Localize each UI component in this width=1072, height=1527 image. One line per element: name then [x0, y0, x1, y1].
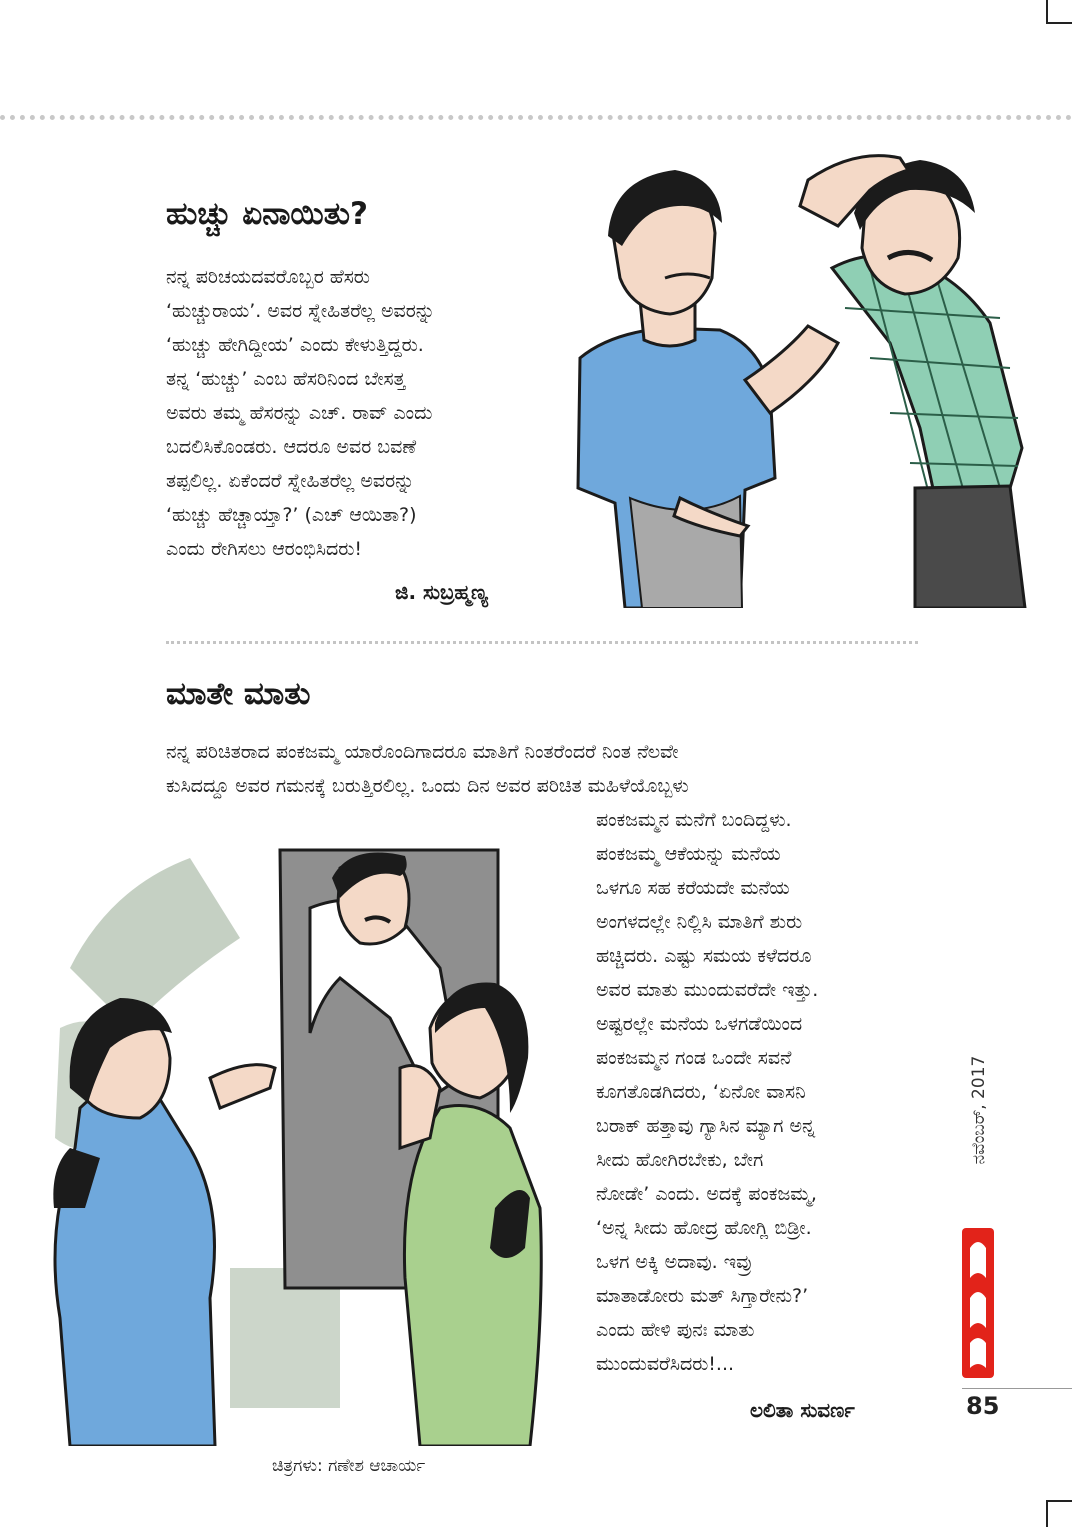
story1-line: ತನ್ನ ‘ಹುಚ್ಚು’ ಎಂಬ ಹೆಸರಿನಿಂದ ಬೇಸತ್ತ: [166, 368, 406, 390]
two-men-illustration: [570, 118, 1040, 608]
story2-line: ‘ಅನ್ನ ಸೀದು ಹೋದ್ರ ಹೋಗ್ಲಿ ಬಿಡ್ರೀ.: [596, 1217, 812, 1239]
story2-line: ಅಂಗಳದಲ್ಲೇ ನಿಲ್ಲಿಸಿ ಮಾತಿಗೆ ಶುರು: [596, 911, 803, 933]
story1-line: ನನ್ನ ಪರಿಚಯದವರೊಬ್ಬರ ಹೆಸರು: [166, 266, 370, 288]
story2-line: ಎಂದು ಹೇಳಿ ಪುನಃ ಮಾತು: [596, 1319, 755, 1341]
story2-line: ಕುಸಿದದ್ದೂ ಅವರ ಗಮನಕ್ಕೆ ಬರುತ್ತಿರಲಿಲ್ಲ. ಒಂದು ದಿನ ಅವರ ಪರಿಚಿತ ಮಹಿಳೆಯೊಬ್ಬಳು: [166, 775, 689, 797]
story1-author: ಜಿ. ಸುಬ್ರಹ್ಮಣ್ಯ: [395, 580, 488, 604]
story2-line: ಪಂಕಜಮ್ಮನ ಮನೆಗೆ ಬಂದಿದ್ದಳು.: [596, 809, 792, 831]
crop-mark-top-right: [1046, 0, 1072, 24]
story2-title: ಮಾತೇ ಮಾತು: [166, 676, 311, 712]
story1-line: ‘ಹುಚ್ಚು ಹೇಗಿದ್ದೀಯ’ ಎಂದು ಕೇಳುತ್ತಿದ್ದರು.: [166, 334, 424, 356]
story1-line: ಬದಲಿಸಿಕೊಂಡರು. ಆದರೂ ಅವರ ಬವಣೆ: [166, 436, 417, 458]
story2-line: ಮಾತಾಡೋರು ಮತ್ ಸಿಗ್ತಾರೇನು?’: [596, 1285, 809, 1307]
dotted-divider-middle: [166, 641, 918, 644]
story2-line: ಮುಂದುವರೆಸಿದರು!...: [596, 1353, 735, 1375]
story2-intro: [166, 735, 926, 803]
story2-line: ಕೂಗತೊಡಗಿದರು, ‘ಏನೋ ವಾಸನಿ: [596, 1081, 806, 1103]
story1-line: ‘ಹುಚ್ಚು ಹೆಚ್ಚಾಯ್ತಾ?’ (ಎಚ್ ಆಯಿತಾ?): [166, 504, 417, 526]
mayura-logo: [958, 1228, 998, 1378]
story1-line: ತಪ್ಪಲಿಲ್ಲ. ಏಕೆಂದರೆ ಸ್ನೇಹಿತರೆಲ್ಲ ಅವರನ್ನು: [166, 470, 415, 492]
story2-line: ಬರಾಕ್ ಹತ್ತಾವು ಗ್ಯಾಸಿನ ಮ್ಯಾಗ ಅನ್ನ: [596, 1115, 816, 1137]
folio-rule: [962, 1388, 1072, 1389]
story2-line: ಹಚ್ಚಿದರು. ಎಷ್ಟು ಸಮಯ ಕಳೆದರೂ: [596, 945, 812, 967]
story2-line: ಒಳಗ ಅಕ್ಕಿ ಅದಾವು. ಇವ್ರು: [596, 1251, 753, 1273]
story1-line: ಅವರು ತಮ್ಮ ಹೆಸರನ್ನು ಎಚ್. ರಾವ್ ಎಂದು: [166, 402, 433, 424]
story2-line: ನನ್ನ ಪರಿಚಿತರಾದ ಪಂಕಜಮ್ಮ ಯಾರೊಂದಿಗಾದರೂ ಮಾತಿಗೆ ನಿಂತರೆಂದರೆ ನಿಂತ ನೆಲವೇ: [166, 741, 679, 763]
story2-line: ಅಷ್ಟರಲ್ಲೇ ಮನೆಯ ಒಳಗಡೆಯಿಂದ: [596, 1013, 803, 1035]
story1-line: ಎಂದು ರೇಗಿಸಲು ಆರಂಭಿಸಿದರು!: [166, 538, 362, 560]
story2-author: ಲಲಿತಾ ಸುವರ್ಣ: [750, 1398, 855, 1422]
story2-line: ಸೀದು ಹೋಗಿರಬೇಕು, ಬೇಗ: [596, 1149, 764, 1171]
illustration-credit: ಚಿತ್ರಗಳು: ಗಣೇಶ ಆಚಾರ್ಯ: [272, 1456, 426, 1476]
story1-body: [166, 260, 556, 566]
story2-line: ನೋಡೇ’ ಎಂದು. ಅದಕ್ಕೆ ಪಂಕಜಮ್ಮ,: [596, 1183, 817, 1205]
women-talking-illustration: [40, 848, 570, 1446]
crop-mark-bottom-right: [1046, 1500, 1072, 1527]
story2-line: ಪಂಕಜಮ್ಮ ಆಕೆಯನ್ನು ಮನೆಯ: [596, 843, 781, 865]
story1-title: ಹುಚ್ಚು ಏನಾಯಿತು?: [166, 196, 368, 232]
page-number: 85: [966, 1392, 1000, 1420]
issue-date: ನವೆಂಬರ್, 2017: [969, 1055, 989, 1165]
story2-column: [596, 803, 926, 1381]
story2-line: ಅವರ ಮಾತು ಮುಂದುವರೆದೇ ಇತ್ತು.: [596, 979, 819, 1001]
story2-line: ಒಳಗೂ ಸಹ ಕರೆಯದೇ ಮನೆಯ: [596, 877, 790, 899]
story2-line: ಪಂಕಜಮ್ಮನ ಗಂಡ ಒಂದೇ ಸವನೆ: [596, 1047, 792, 1069]
story1-line: ‘ಹುಚ್ಚುರಾಯ’. ಅವರ ಸ್ನೇಹಿತರೆಲ್ಲ ಅವರನ್ನು: [166, 300, 435, 322]
